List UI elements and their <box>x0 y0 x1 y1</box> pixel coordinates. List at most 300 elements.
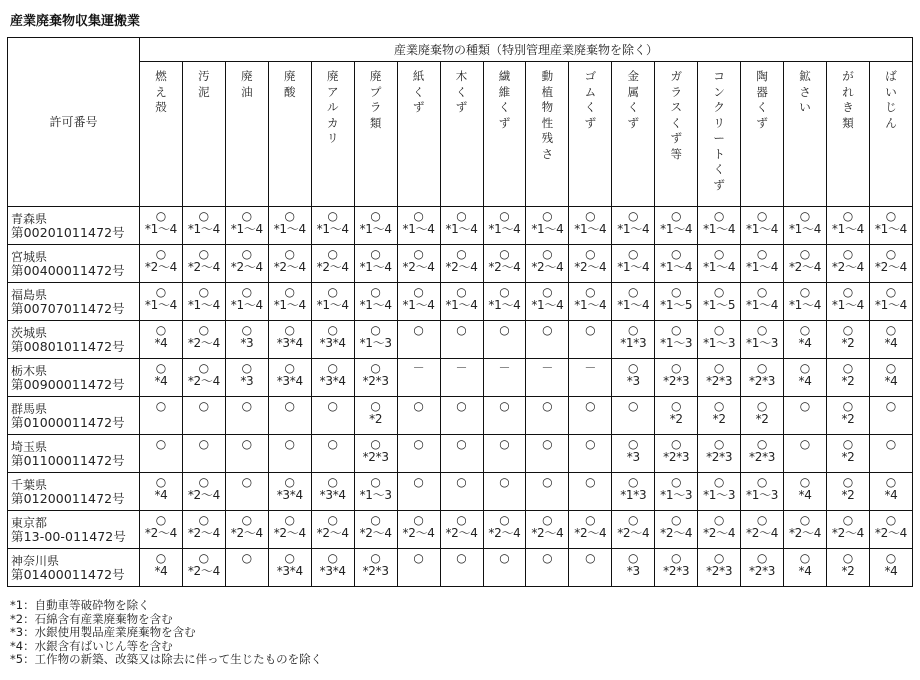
footnote-item: *2：石綿含有産業廃棄物を含む <box>10 611 173 626</box>
permit-cell <box>655 549 698 587</box>
waste-type-header <box>268 62 311 207</box>
permit-cell <box>268 549 311 587</box>
footnote-reference: *3*4 <box>319 564 346 578</box>
permit-cell <box>741 511 784 549</box>
permit-cell <box>741 359 784 397</box>
permit-cell <box>268 511 311 549</box>
footnote-reference: *2～4 <box>445 526 478 540</box>
permit-cell <box>483 321 526 359</box>
footnote-reference: *4 <box>154 564 168 578</box>
footnote-reference: *1～3 <box>660 488 693 502</box>
permitted-circle-icon: ○ <box>499 247 510 261</box>
permitted-circle-icon: ○ <box>198 323 210 337</box>
permit-cell <box>698 435 741 473</box>
permit-cell <box>869 245 912 283</box>
footnote-reference: *4 <box>154 488 168 502</box>
table-row <box>8 245 913 283</box>
permitted-circle-icon: ○ <box>670 361 682 375</box>
permit-cell <box>268 435 311 473</box>
permit-cell <box>140 207 183 245</box>
permitted-circle-icon: ○ <box>842 285 854 299</box>
permit-number: 第01000011472号 <box>11 415 125 430</box>
permit-cell <box>655 359 698 397</box>
permitted-circle-icon: ○ <box>456 475 467 489</box>
permit-cell <box>869 397 912 435</box>
footnote-reference: *2～4 <box>187 374 220 388</box>
permitted-circle-icon: ○ <box>842 399 854 413</box>
permit-label-cell <box>8 207 140 245</box>
permitted-circle-icon: ○ <box>756 247 768 261</box>
permit-cell <box>569 283 612 321</box>
permitted-circle-icon: ○ <box>885 247 897 261</box>
footnote-reference: *2～4 <box>187 488 220 502</box>
waste-type-label: ばいじん <box>885 69 897 130</box>
permitted-circle-icon: ○ <box>670 399 682 413</box>
permitted-circle-icon: ○ <box>499 475 510 489</box>
footnote-reference: *2～4 <box>402 526 435 540</box>
permitted-circle-icon: ○ <box>499 209 510 223</box>
header-row-group <box>8 38 913 62</box>
permit-cell <box>741 397 784 435</box>
permitted-circle-icon: ○ <box>799 361 811 375</box>
permit-cell <box>354 321 397 359</box>
footnote-reference: *1～3 <box>660 336 693 350</box>
permitted-circle-icon: ○ <box>585 285 596 299</box>
permitted-circle-icon: ○ <box>241 323 253 337</box>
footnote-reference: *2*3 <box>749 564 776 578</box>
permit-cell <box>397 359 440 397</box>
permitted-circle-icon: ○ <box>756 399 768 413</box>
footnote-reference: *2～4 <box>273 526 306 540</box>
permit-cell <box>397 473 440 511</box>
footnote-reference: *1～4 <box>359 260 392 274</box>
permitted-circle-icon: ○ <box>499 399 510 413</box>
permit-cell <box>827 397 870 435</box>
permitted-circle-icon: ○ <box>370 475 381 489</box>
permitted-circle-icon: ○ <box>842 361 854 375</box>
permitted-circle-icon: ○ <box>241 513 253 527</box>
footnote-item: *5：工作物の新築、改築又は除去に伴って生じたものを除く <box>10 652 323 667</box>
footnote-reference: *1～4 <box>359 298 392 312</box>
footnote-reference: *1～4 <box>703 222 736 236</box>
permitted-circle-icon: ○ <box>456 285 467 299</box>
permit-cell <box>483 511 526 549</box>
footnote-reference: *2～4 <box>144 260 177 274</box>
permitted-circle-icon: ○ <box>670 551 682 565</box>
footnote-reference: *1～3 <box>746 336 779 350</box>
permitted-circle-icon: ○ <box>756 323 768 337</box>
permitted-circle-icon: ○ <box>155 247 167 261</box>
permit-cell <box>526 549 569 587</box>
permitted-circle-icon: ○ <box>284 551 296 565</box>
permitted-circle-icon: ○ <box>370 247 381 261</box>
footnote-reference: *1～4 <box>617 298 650 312</box>
permit-cell <box>612 473 655 511</box>
permitted-circle-icon: ○ <box>198 513 210 527</box>
footnote-item: *4：水銀含有ばいじん等を含む <box>10 638 173 653</box>
permit-cell <box>397 397 440 435</box>
footnote-reference: *2～4 <box>488 526 521 540</box>
permitted-circle-icon: ○ <box>155 399 167 413</box>
permitted-circle-icon: ○ <box>542 475 553 489</box>
permitted-circle-icon: ○ <box>799 285 811 299</box>
permit-cell <box>869 473 912 511</box>
footnote-reference: *2 <box>755 412 769 426</box>
permit-cell <box>869 359 912 397</box>
permit-cell <box>311 511 354 549</box>
permit-cell <box>268 283 311 321</box>
permit-cell <box>655 473 698 511</box>
footnote-reference: *1～4 <box>488 298 521 312</box>
permit-cell <box>698 207 741 245</box>
footnote-reference: *4 <box>798 564 812 578</box>
footnote-reference: *1～4 <box>187 298 220 312</box>
permit-cell <box>225 511 268 549</box>
waste-type-label: 木くず <box>455 69 468 114</box>
permit-cell <box>140 321 183 359</box>
waste-type-label: 燃え殻 <box>155 69 167 114</box>
waste-type-header <box>311 62 354 207</box>
footnote-reference: *1～4 <box>831 222 864 236</box>
permit-cell <box>397 435 440 473</box>
permit-cell <box>741 435 784 473</box>
permit-cell <box>354 359 397 397</box>
permit-cell <box>440 549 483 587</box>
footnote-reference: *1～4 <box>574 298 607 312</box>
permit-cell <box>397 549 440 587</box>
permitted-circle-icon: ○ <box>456 209 467 223</box>
footnote-reference: *2 <box>712 412 726 426</box>
permit-cell <box>268 207 311 245</box>
permitted-circle-icon: ○ <box>713 437 725 451</box>
footnote-reference: *1～4 <box>445 298 478 312</box>
permitted-circle-icon: ○ <box>842 247 854 261</box>
permit-cell <box>526 473 569 511</box>
permitted-circle-icon: ○ <box>842 551 854 565</box>
permit-cell <box>869 207 912 245</box>
waste-type-header <box>225 62 268 207</box>
footnote-reference: *3*4 <box>276 374 303 388</box>
permit-cell <box>612 511 655 549</box>
footnote-reference: *2～4 <box>230 260 263 274</box>
permit-label-cell <box>8 245 140 283</box>
permit-cell <box>140 359 183 397</box>
permitted-circle-icon: ○ <box>799 475 811 489</box>
permitted-circle-icon: ○ <box>585 475 596 489</box>
footnote-reference: *1～3 <box>703 336 736 350</box>
footnote-reference: *1～4 <box>617 260 650 274</box>
permit-label-cell <box>8 359 140 397</box>
permitted-circle-icon: ○ <box>241 361 253 375</box>
footnote-reference: *2*3 <box>706 564 733 578</box>
permit-number: 第00400011472号 <box>11 263 125 278</box>
permitted-circle-icon: ○ <box>628 475 639 489</box>
footnote-reference: *1～4 <box>316 222 349 236</box>
permitted-circle-icon: ○ <box>885 551 897 565</box>
not-applicable-dash-icon: － <box>412 361 425 375</box>
permitted-circle-icon: ○ <box>413 551 424 565</box>
permitted-circle-icon: ○ <box>370 209 381 223</box>
permit-cell <box>225 435 268 473</box>
permit-cell <box>397 283 440 321</box>
permitted-circle-icon: ○ <box>499 551 510 565</box>
permit-cell <box>784 549 827 587</box>
permitted-circle-icon: ○ <box>628 209 639 223</box>
footnote-reference: *2～4 <box>144 526 177 540</box>
table-row <box>8 359 913 397</box>
permit-cell <box>397 207 440 245</box>
permitted-circle-icon: ○ <box>327 475 338 489</box>
footnotes <box>10 599 322 667</box>
footnote-reference: *1～4 <box>488 222 521 236</box>
permitted-circle-icon: ○ <box>198 475 210 489</box>
permit-cell <box>827 283 870 321</box>
footnote-reference: *4 <box>798 374 812 388</box>
footnote-reference: *1～4 <box>874 298 907 312</box>
permit-cell <box>483 435 526 473</box>
permitted-circle-icon: ○ <box>413 209 424 223</box>
permitted-circle-icon: ○ <box>542 513 553 527</box>
permit-cell <box>612 283 655 321</box>
footnote-reference: *1～4 <box>703 260 736 274</box>
permitted-circle-icon: ○ <box>585 551 596 565</box>
permitted-circle-icon: ○ <box>241 247 253 261</box>
table-row <box>8 435 913 473</box>
permit-cell <box>526 397 569 435</box>
footnote-reference: *2*3 <box>706 374 733 388</box>
permit-cell <box>612 245 655 283</box>
permitted-circle-icon: ○ <box>370 551 381 565</box>
permitted-circle-icon: ○ <box>756 513 768 527</box>
permit-cell <box>354 207 397 245</box>
permit-cell <box>225 283 268 321</box>
permit-number: 第00707011472号 <box>11 301 125 316</box>
permit-number: 第00801011472号 <box>11 339 125 354</box>
permit-cell <box>140 283 183 321</box>
footnote-reference: *1～4 <box>144 298 177 312</box>
permit-cell <box>741 283 784 321</box>
footnote-reference: *1～4 <box>144 222 177 236</box>
permitted-circle-icon: ○ <box>713 361 725 375</box>
permitted-circle-icon: ○ <box>370 513 381 527</box>
permit-cell <box>569 245 612 283</box>
footnote-reference: *3 <box>626 564 640 578</box>
permitted-circle-icon: ○ <box>670 247 682 261</box>
footnote-reference: *2*3 <box>362 564 389 578</box>
permitted-circle-icon: ○ <box>327 551 338 565</box>
permitted-circle-icon: ○ <box>542 323 553 337</box>
footnote-reference: *2～4 <box>831 526 864 540</box>
permitted-circle-icon: ○ <box>370 323 381 337</box>
permitted-circle-icon: ○ <box>327 247 338 261</box>
waste-type-header <box>397 62 440 207</box>
permitted-circle-icon: ○ <box>155 323 167 337</box>
permitted-circle-icon: ○ <box>327 437 338 451</box>
permitted-circle-icon: ○ <box>585 247 596 261</box>
permit-cell <box>354 283 397 321</box>
permit-cell <box>741 245 784 283</box>
permit-cell <box>526 245 569 283</box>
permit-cell <box>268 473 311 511</box>
footnote-reference: *4 <box>154 374 168 388</box>
permit-cell <box>182 473 225 511</box>
permitted-circle-icon: ○ <box>799 399 811 413</box>
permit-cell <box>569 473 612 511</box>
permit-cell <box>698 283 741 321</box>
permit-cell <box>827 207 870 245</box>
permitted-circle-icon: ○ <box>155 285 167 299</box>
footnote-reference: *3 <box>240 374 254 388</box>
permit-cell <box>483 207 526 245</box>
footnote-reference: *2 <box>841 488 855 502</box>
footnote-reference: *2*3 <box>362 374 389 388</box>
prefecture-name: 青森県 <box>11 212 48 226</box>
permit-cell <box>440 283 483 321</box>
permitted-circle-icon: ○ <box>327 361 338 375</box>
permit-cell <box>440 473 483 511</box>
footnote-reference: *3 <box>626 450 640 464</box>
footnote-reference: *2～4 <box>831 260 864 274</box>
permit-cell <box>869 549 912 587</box>
permit-number: 第01100011472号 <box>11 453 125 468</box>
header-row-waste-types <box>8 62 913 207</box>
permitted-circle-icon: ○ <box>756 475 768 489</box>
permitted-circle-icon: ○ <box>842 323 854 337</box>
permit-cell <box>354 435 397 473</box>
permitted-circle-icon: ○ <box>155 209 167 223</box>
permit-cell <box>655 283 698 321</box>
permit-cell <box>827 473 870 511</box>
permit-cell <box>526 511 569 549</box>
permitted-circle-icon: ○ <box>799 551 811 565</box>
waste-type-label: 鉱さい <box>799 69 811 114</box>
permit-cell <box>311 245 354 283</box>
footnote-reference: *3*4 <box>319 374 346 388</box>
permitted-circle-icon: ○ <box>756 209 768 223</box>
permit-cell <box>182 283 225 321</box>
permit-cell <box>612 397 655 435</box>
not-applicable-dash-icon: － <box>584 361 597 375</box>
footnote-reference: *2 <box>841 564 855 578</box>
footnote-reference: *2～4 <box>574 526 607 540</box>
permitted-circle-icon: ○ <box>284 285 296 299</box>
permitted-circle-icon: ○ <box>670 209 682 223</box>
footnote-reference: *2～4 <box>316 260 349 274</box>
permit-cell <box>440 359 483 397</box>
permitted-circle-icon: ○ <box>713 247 725 261</box>
waste-type-header <box>140 62 183 207</box>
footnote-reference: *1～4 <box>187 222 220 236</box>
footnote-reference: *2*3 <box>749 450 776 464</box>
permit-cell <box>827 549 870 587</box>
permit-cell <box>440 207 483 245</box>
permit-cell <box>140 549 183 587</box>
permitted-circle-icon: ○ <box>284 399 296 413</box>
permit-cell <box>440 435 483 473</box>
permit-cell <box>483 549 526 587</box>
footnote-reference: *4 <box>884 488 898 502</box>
permit-label-cell <box>8 397 140 435</box>
permitted-circle-icon: ○ <box>456 323 467 337</box>
permit-cell <box>354 245 397 283</box>
permit-cell <box>741 549 784 587</box>
prefecture-name: 東京都 <box>11 516 48 530</box>
permit-cell <box>397 321 440 359</box>
waste-type-label: 動植物性残さ <box>541 69 554 161</box>
prefecture-name: 神奈川県 <box>11 554 60 568</box>
permitted-circle-icon: ○ <box>799 209 811 223</box>
permit-cell <box>225 549 268 587</box>
footnote-reference: *2～4 <box>187 260 220 274</box>
permit-cell <box>140 245 183 283</box>
permitted-circle-icon: ○ <box>628 437 639 451</box>
waste-type-header <box>869 62 912 207</box>
permit-cell <box>483 359 526 397</box>
permitted-circle-icon: ○ <box>670 323 682 337</box>
permitted-circle-icon: ○ <box>885 475 897 489</box>
permit-cell <box>311 549 354 587</box>
permit-cell <box>612 207 655 245</box>
permitted-circle-icon: ○ <box>585 399 596 413</box>
footnote-reference: *2 <box>841 336 855 350</box>
permit-cell <box>827 321 870 359</box>
permit-cell <box>483 473 526 511</box>
footnote-reference: *4 <box>884 374 898 388</box>
permitted-circle-icon: ○ <box>542 285 553 299</box>
permitted-circle-icon: ○ <box>155 361 167 375</box>
waste-type-header <box>741 62 784 207</box>
permit-number: 第01400011472号 <box>11 567 125 582</box>
table-row <box>8 473 913 511</box>
permitted-circle-icon: ○ <box>284 513 296 527</box>
permitted-circle-icon: ○ <box>241 285 253 299</box>
permitted-circle-icon: ○ <box>284 475 296 489</box>
permitted-circle-icon: ○ <box>456 437 467 451</box>
permitted-circle-icon: ○ <box>413 285 424 299</box>
footnote-reference: *2～4 <box>703 526 736 540</box>
not-applicable-dash-icon: － <box>498 361 511 375</box>
waste-type-header <box>784 62 827 207</box>
permitted-circle-icon: ○ <box>799 247 811 261</box>
permitted-circle-icon: ○ <box>628 323 639 337</box>
footnote-reference: *4 <box>798 488 812 502</box>
footnote-reference: *1～4 <box>402 222 435 236</box>
permit-cell <box>268 245 311 283</box>
footnote-reference: *1*3 <box>620 336 647 350</box>
footnote-reference: *2*3 <box>663 374 690 388</box>
permit-cell <box>225 245 268 283</box>
footnote-reference: *1～4 <box>531 298 564 312</box>
footnote-item: *1：自動車等破砕物を除く <box>10 598 150 612</box>
footnote-reference: *1～4 <box>359 222 392 236</box>
permit-cell <box>526 283 569 321</box>
footnote-reference: *1～3 <box>359 488 392 502</box>
permit-cell <box>827 435 870 473</box>
permit-cell <box>869 511 912 549</box>
waste-type-label: 汚泥 <box>198 69 210 99</box>
permit-number: 第13-00-011472号 <box>11 529 126 544</box>
footnote-reference: *1～4 <box>402 298 435 312</box>
footnote-reference: *1～4 <box>531 222 564 236</box>
permitted-circle-icon: ○ <box>756 361 768 375</box>
footnote-reference: *3*4 <box>319 488 346 502</box>
permitted-circle-icon: ○ <box>327 399 338 413</box>
permitted-circle-icon: ○ <box>456 247 467 261</box>
permitted-circle-icon: ○ <box>885 209 897 223</box>
permitted-circle-icon: ○ <box>713 285 725 299</box>
permit-cell <box>526 359 569 397</box>
permitted-circle-icon: ○ <box>370 437 381 451</box>
